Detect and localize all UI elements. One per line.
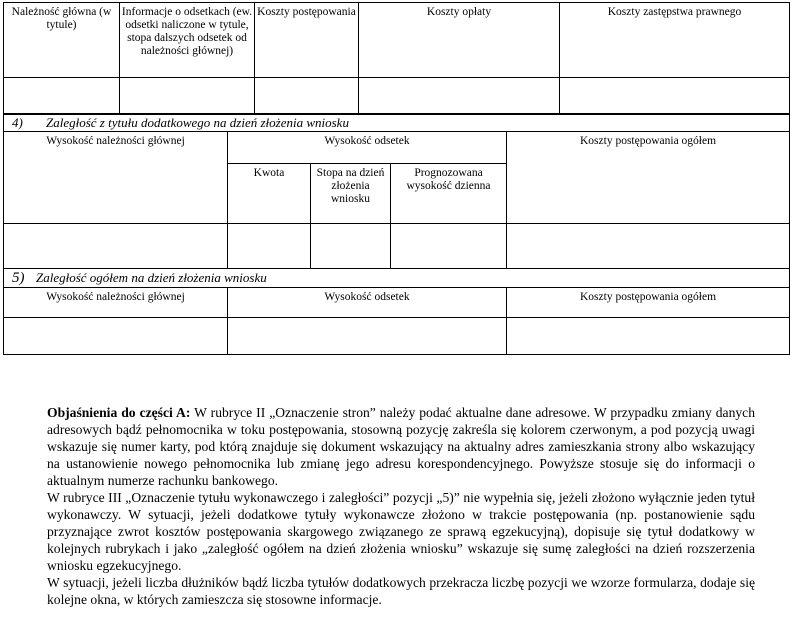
input-cell-proceeding-costs[interactable] [255,78,359,115]
header-total-costs: Koszty postępowania ogółem [507,132,790,224]
input-cell-interest-info[interactable] [120,78,255,115]
header-fee-costs: Koszty opłaty [359,3,560,78]
explanations-heading: Objaśnienia do części A: [47,405,191,420]
input-cell-interest-total[interactable] [228,318,507,355]
section-4-title: 4) Zaległość z tytułu dodatkowego na dzień złożenia wniosku [4,114,790,132]
input-cell-fee-costs[interactable] [359,78,560,115]
explanation-paragraph-1: Objaśnienia do części A: W rubryce II „Oznaczenie stron” należy podać aktualne dane adresowe. W przypadku zmiany danych adresowych bądź pełnomocnika w toku postępowania, stosowną pozycję zakreśla się kolorem czerwonym, a pod pozycją uwagi wskazuje się numer karty, pod którą znajduje się dokument wskazujący na aktualny adres zamieszkania strony albo wskazujący na ustanowienie nowego pełnomocnika lub zmianę jego adresu korespondencyjnego. Powyższe stosuje się do informacji o aktualnym numerze rachunku bankowego. [47,405,755,488]
input-cell-principal-amount[interactable] [4,224,228,269]
input-cell-legal-costs[interactable] [560,78,790,115]
claims-table [3,2,790,115]
input-cell-principal[interactable] [4,78,120,115]
input-cell-principal-total[interactable] [4,318,228,355]
input-cell-amount[interactable] [228,224,311,269]
input-cell-total-costs[interactable] [507,224,790,269]
header-principal-amount: Wysokość należności głównej [4,132,228,224]
total-arrears-table [3,268,790,355]
section-5-title: 5) Zaległość ogółem na dzień złożenia wniosku [4,269,790,288]
explanation-paragraph-3: W sytuacji, jeżeli liczba dłużników bądź liczba tytułów dodatkowych przekracza liczbę pozycji we wzorze formularza, dodaje się kolejne okna, w których zamieszcza się stosowne informacje. [47,575,755,607]
header-principal-amount-total: Wysokość należności głównej [4,288,228,318]
header-principal: Należność główna (w tytule) [4,3,120,78]
header-proceeding-costs: Koszty postępowania [255,3,359,78]
header-total-costs-total: Koszty postępowania ogółem [507,288,790,318]
additional-title-table [3,113,790,269]
header-daily-forecast: Prognozowana wysokość dzienna [391,164,507,224]
header-interest-amount: Wysokość odsetek [228,132,507,164]
header-amount: Kwota [228,164,311,224]
input-cell-costs-total[interactable] [507,318,790,355]
header-legal-costs: Koszty zastępstwa prawnego [560,3,790,78]
explanations [47,404,755,608]
input-cell-daily-forecast[interactable] [391,224,507,269]
explanation-paragraph-2: W rubryce III „Oznaczenie tytułu wykonawczego i zaległości” pozycji „5)” nie wypełnia się, jeżeli złożono wyłącznie jeden tytuł wykonawczy. W sytuacji, jeżeli dodatkowe tytuły wykonawcze złożono w trakcie postępowania (np. postanowienie sądu przyznające zwrot kosztów postępowania skargowego związanego ze sprawą egzekucyjną), dopisuje się tytuł dodatkowy w kolejnych rubrykach i jako „zaległość ogółem na dzień złożenia wniosku” wskazuje się sumę zaległości na dzień rozszerzenia wniosku egzekucyjnego. [47,490,755,573]
input-cell-rate[interactable] [311,224,391,269]
header-interest-amount-total: Wysokość odsetek [228,288,507,318]
header-rate: Stopa na dzień złożenia wniosku [311,164,391,224]
header-interest-info: Informacje o odsetkach (ew. odsetki naliczone w tytule, stopa dalszych odsetek od należności głównej) [120,3,255,78]
